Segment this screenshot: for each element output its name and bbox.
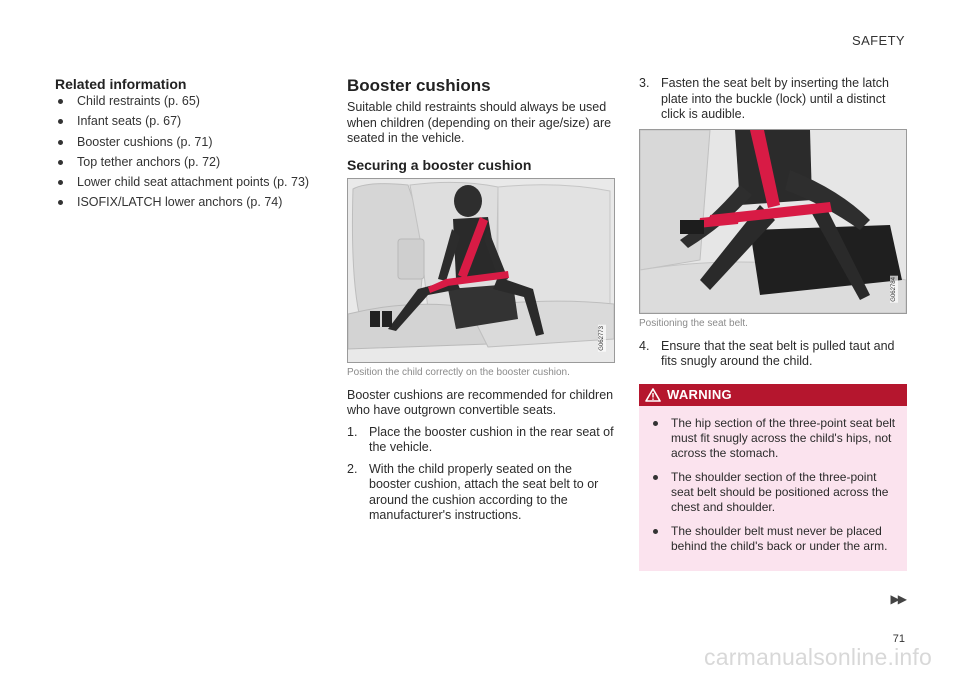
subsection-title: Securing a booster cushion — [347, 156, 532, 173]
related-link-infant-seats[interactable]: Infant seats (p. 67) — [55, 114, 325, 129]
step-number: 2. — [347, 461, 358, 476]
related-link-top-tether[interactable]: Top tether anchors (p. 72) — [55, 155, 325, 170]
warning-item: The shoulder section of the three-point seat belt should be positioned across the chest and shoulder. — [651, 470, 897, 515]
step-text: Ensure that the seat belt is pulled taut and fits snugly around the child. — [661, 338, 895, 368]
warning-title: WARNING — [667, 387, 732, 402]
related-link-lower-attachment[interactable]: Lower child seat attachment points (p. 73) — [55, 175, 325, 190]
step-2 — [347, 462, 615, 524]
step-3 — [639, 76, 907, 123]
step-text: Place the booster cushion in the rear seat of the vehicle. — [369, 424, 614, 454]
step-number: 1. — [347, 424, 358, 439]
seatbelt-illustration — [639, 129, 907, 314]
step-text: With the child properly seated on the booster cushion, attach the seat belt to or around the cushion according to the manufacturer's instructions. — [369, 461, 599, 522]
related-title: Related information — [55, 76, 187, 92]
related-list — [55, 94, 325, 210]
step-number: 4. — [639, 338, 650, 353]
steps-list-final — [639, 339, 907, 370]
figure-caption: Positioning the seat belt. — [639, 317, 748, 329]
related-link-booster-cushions[interactable]: Booster cushions (p. 71) — [55, 135, 325, 150]
warning-item: The shoulder belt must never be placed behind the child's back or under the arm. — [651, 524, 897, 554]
figure-code: G062773 — [599, 325, 605, 351]
figure-code: G062784 — [891, 276, 897, 302]
warning-list — [639, 406, 907, 571]
intro-text: Suitable child restraints should always be used when children (depending on their age/size) are seated in the vehicle. — [347, 100, 612, 145]
steps-list-continued — [639, 76, 907, 123]
related-link-child-restraints[interactable]: Child restraints (p. 65) — [55, 94, 325, 109]
right-column — [639, 76, 907, 571]
warning-item: The hip section of the three-point seat belt must fit snugly across the child's hips, not across the stomach. — [651, 416, 897, 461]
steps-list — [347, 425, 615, 524]
seatbelt-image — [640, 130, 906, 313]
warning-triangle-icon — [645, 388, 661, 402]
booster-section — [347, 76, 615, 530]
booster-seat-image — [348, 179, 614, 362]
related-information — [55, 76, 325, 216]
step-number: 3. — [639, 76, 650, 90]
body-text: Booster cushions are recommended for children who have outgrown convertible seats. — [347, 387, 614, 417]
page-title: Booster cushions — [347, 76, 491, 95]
warning-box — [639, 384, 907, 571]
warning-header — [639, 384, 907, 406]
step-4 — [639, 339, 907, 370]
related-link-isofix[interactable]: ISOFIX/LATCH lower anchors (p. 74) — [55, 195, 325, 210]
page-number: 71 — [892, 633, 905, 645]
figure-caption: Position the child correctly on the booster cushion. — [347, 366, 570, 378]
booster-illustration — [347, 178, 615, 363]
step-1 — [347, 425, 615, 456]
section-header: SAFETY — [852, 33, 905, 48]
step-text: Fasten the seat belt by inserting the latch plate into the buckle (lock) until a distinct click is audible. — [661, 76, 889, 121]
next-page-arrows[interactable]: ▶▶ — [890, 592, 905, 606]
watermark: carmanualsonline.info — [704, 644, 932, 670]
